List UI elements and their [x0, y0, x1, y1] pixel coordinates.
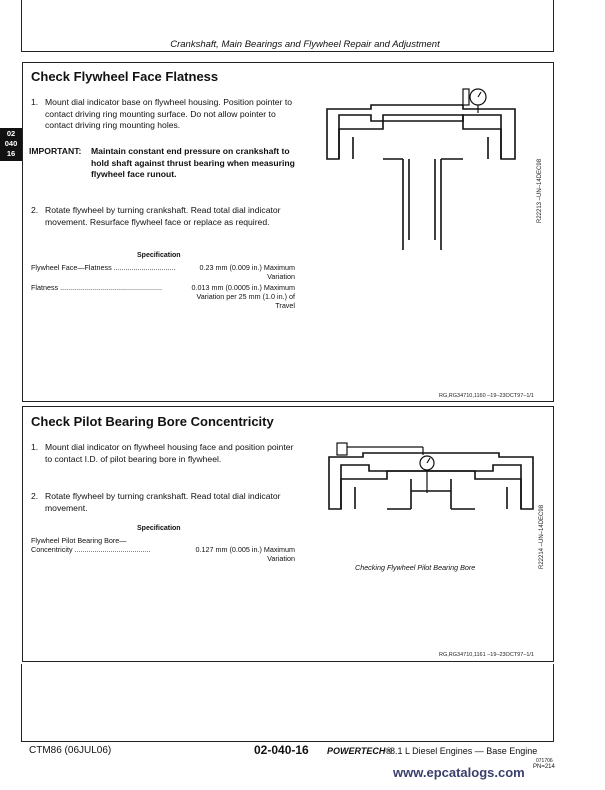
step-2 [31, 491, 296, 514]
step-1 [31, 97, 296, 132]
step-number: 1. [31, 97, 39, 107]
spec-value-cont: Travel [275, 301, 295, 310]
section-tab [0, 128, 22, 161]
step-number: 1. [31, 442, 39, 452]
spec-heading: Specification [137, 525, 181, 532]
figure-id: R22214 –UN–14DEC98 [539, 504, 545, 569]
section-tab-line2: 040 [4, 139, 18, 148]
step-text: Rotate flywheel by turning crankshaft. Read total dial indicator movement. [45, 491, 281, 513]
spec-value: 0.013 mm (0.0005 in.) Maximum [191, 283, 295, 292]
section-pilot-bearing-bore [22, 406, 554, 662]
brand-name: POWERTECH® [327, 746, 392, 756]
spec-value: 0.23 mm (0.009 in.) Maximum [199, 263, 295, 272]
step-text: Rotate flywheel by turning crankshaft. Read total dial indicator movement. Resurface flywheel face or replace as required. [45, 205, 281, 227]
step-number: 2. [31, 205, 39, 215]
flywheel-flatness-illustration [313, 85, 533, 265]
step-text: Mount dial indicator on flywheel housing face and position pointer to contact I.D. of pilot bearing bore in flywheel. [45, 442, 294, 464]
important-note [29, 146, 299, 181]
source-code: RG,RG34710,1160 –19–23OCT97–1/1 [439, 393, 534, 399]
spec-value: 0.127 mm (0.005 in.) Maximum [195, 545, 295, 554]
spec-heading: Specification [137, 252, 181, 259]
watermark: www.epcatalogs.com [393, 765, 525, 780]
page-id: PN=214 [533, 764, 555, 770]
step-number: 2. [31, 491, 39, 501]
header-rule [21, 51, 554, 52]
date-code: 071706 [536, 758, 553, 764]
page-rule-left [21, 664, 22, 742]
spec-value-cont: Variation [267, 554, 295, 563]
section-tab-line3: 16 [6, 149, 16, 158]
figure-id: R22213 –UN–14DEC98 [537, 158, 543, 223]
spec-label: Flywheel Face—Flatness ............................... [31, 263, 176, 272]
pilot-bearing-bore-illustration [323, 433, 543, 563]
source-code: RG,RG34710,1161 –19–23OCT97–1/1 [439, 652, 534, 658]
spec-label: Flatness ................................................... [31, 283, 163, 292]
figure-caption: Checking Flywheel Pilot Bearing Bore [355, 563, 476, 572]
section-title: Check Pilot Bearing Bore Concentricity [31, 414, 274, 429]
important-label: IMPORTANT: [29, 146, 82, 156]
page-rule-right [553, 0, 554, 51]
step-2 [31, 205, 296, 228]
section-flywheel-flatness [22, 62, 554, 402]
running-header: Crankshaft, Main Bearings and Flywheel Repair and Adjustment [170, 39, 440, 50]
section-tab-line1: 02 [6, 129, 16, 138]
spec-label: Concentricity ...................................... [31, 545, 151, 554]
step-1 [31, 442, 296, 465]
spec-value-cont: Variation per 25 mm (1.0 in.) of [196, 292, 295, 301]
manual-id: CTM86 (06JUL06) [29, 745, 112, 756]
engine-title: 8.1 L Diesel Engines — Base Engine [390, 746, 538, 756]
spec-value-cont: Variation [267, 272, 295, 281]
page-rule-right [553, 664, 554, 742]
spec-label: Flywheel Pilot Bearing Bore— [31, 536, 127, 545]
page-number: 02-040-16 [254, 743, 309, 757]
section-title: Check Flywheel Face Flatness [31, 69, 219, 84]
page-rule-left [21, 0, 22, 51]
important-text: Maintain constant end pressure on crankshaft to hold shaft against thrust bearing when measuring flywheel face runout. [91, 146, 295, 179]
step-text: Mount dial indicator base on flywheel housing. Position pointer to contact driving ring mounting surface. Do not allow pointer to contact driving ring mounting holes. [45, 97, 292, 130]
footer-rule [21, 741, 554, 742]
